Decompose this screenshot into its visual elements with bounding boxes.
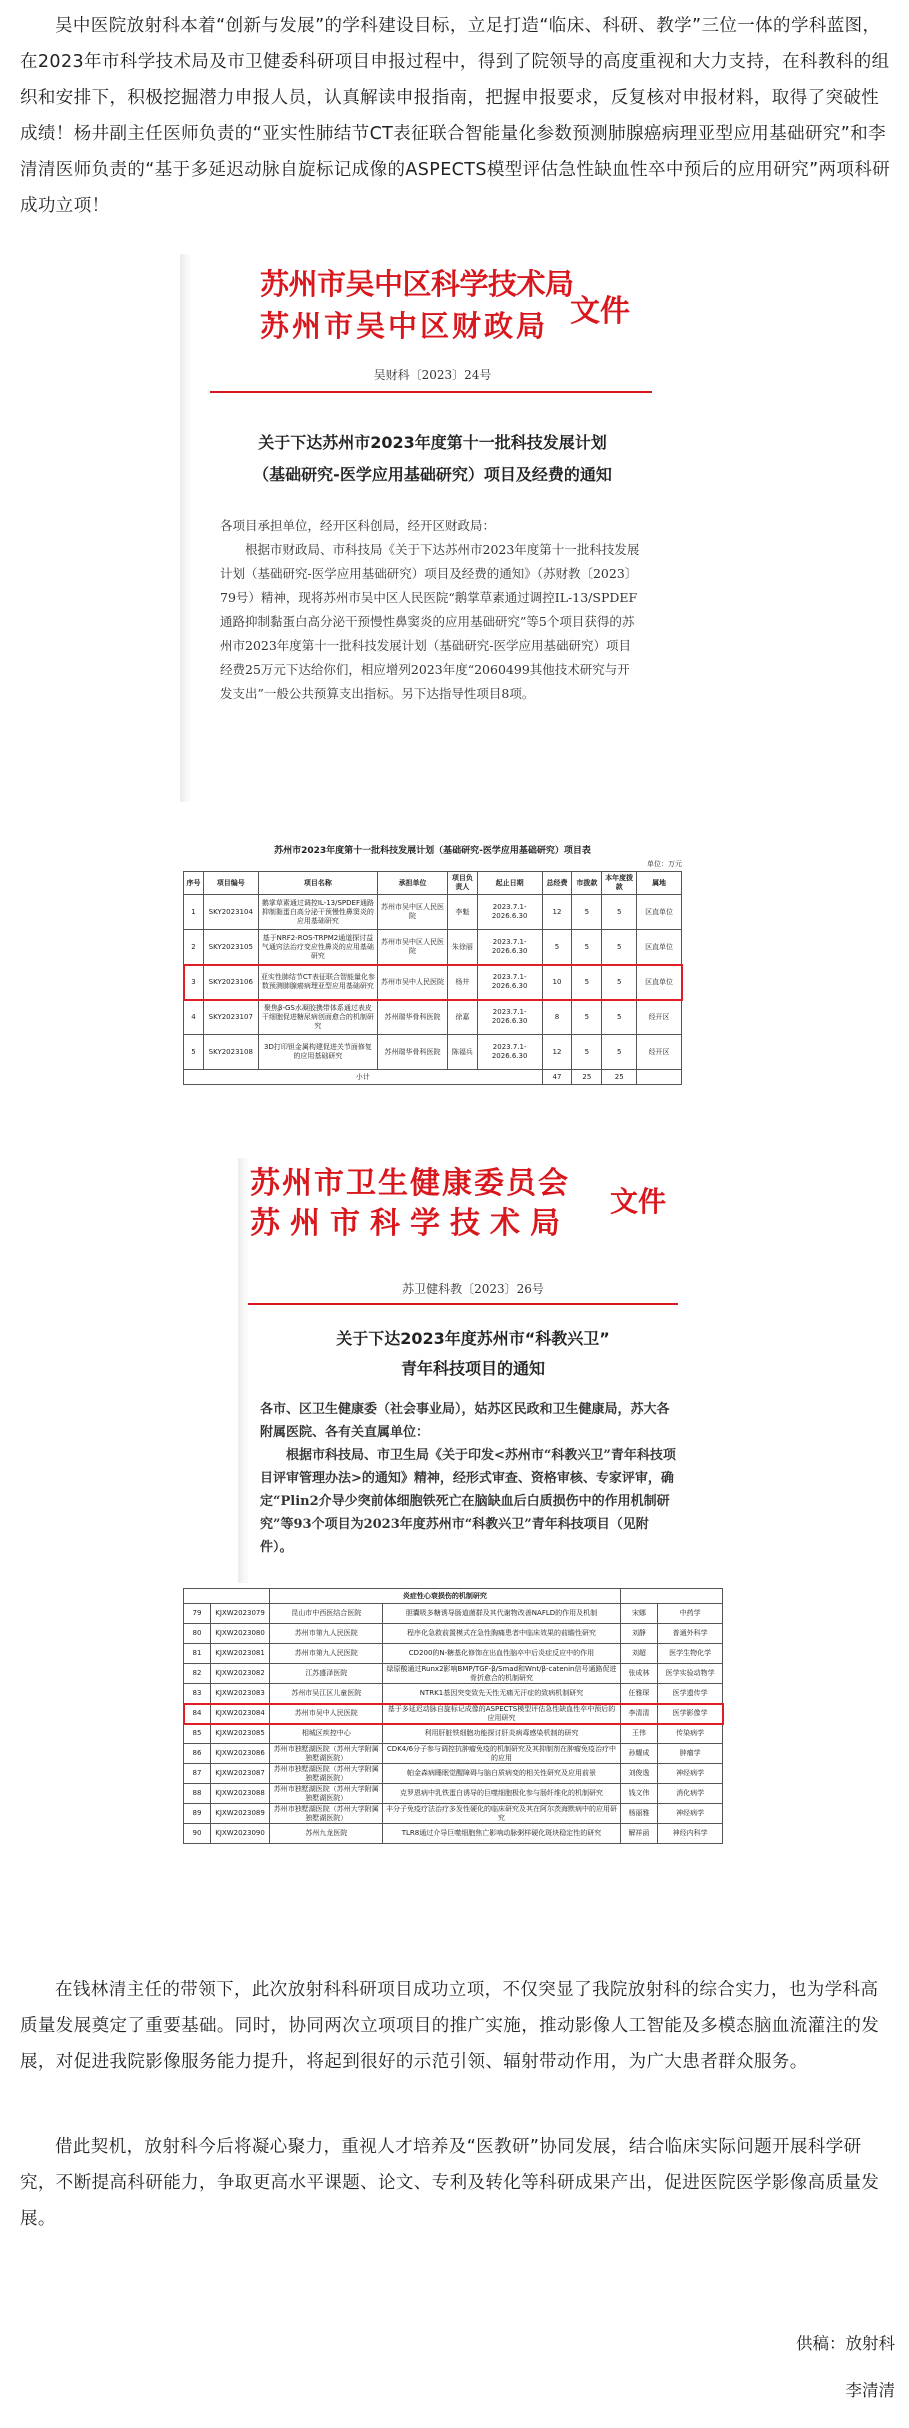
- cell: 82: [184, 1664, 211, 1684]
- cell: 12: [542, 1035, 572, 1070]
- cell: 帕金森病睡眠觉醒障碍与脑白质病变的相关性研究及应用前景: [383, 1764, 620, 1784]
- cell: 苏州市独墅湖医院（苏州大学附属独墅湖医院）: [270, 1784, 383, 1804]
- col-header: 总经费: [542, 872, 572, 895]
- cell: 传染病学: [658, 1724, 723, 1744]
- table1: [183, 871, 682, 1085]
- cell: 钱文伟: [620, 1784, 658, 1804]
- cell: SKY2023104: [203, 895, 258, 930]
- cell: CD200的N-糖基化修饰在出血性脑卒中后炎症反应中的作用: [383, 1644, 620, 1664]
- cell: 丰分子免疫疗法治疗多发性硬化的临床研究及其在阿尔茨海默病中的应用研究: [383, 1804, 620, 1824]
- cell: 81: [184, 1644, 211, 1664]
- cell: 5: [572, 930, 602, 965]
- cell: KJXW2023079: [210, 1604, 269, 1624]
- table-row: [184, 1724, 723, 1744]
- doc2-file-mark: 文件: [610, 1185, 667, 1218]
- cell: 5: [602, 930, 637, 965]
- cell: 程序化急救前置模式在急性胸痛患者中临床效果的前瞻性研究: [383, 1624, 620, 1644]
- cell: 区直单位: [637, 895, 682, 930]
- cell: KJXW2023087: [210, 1764, 269, 1784]
- cell: NTRK1基因突变致先天性无痛无汗症的致病机制研究: [383, 1684, 620, 1704]
- district-project-table: [183, 843, 682, 1098]
- cell: 基于NRF2-ROS-TRPM2通道探讨益气通窍法治疗变应性鼻炎的应用基础研究: [258, 930, 378, 965]
- cell: KJXW2023084: [210, 1704, 269, 1724]
- city-project-table: [183, 1588, 723, 1961]
- intro-paragraph: 吴中医院放射科本着“创新与发展”的学科建设目标，立足打造“临床、科研、教学”三位一体的学科蓝图，在2023年市科学技术局及市卫健委科研项目申报过程中，得到了院领导的高度重视和大力支持，在科教科的组织和安排下，积极挖掘潜力申报人员，认真解读申报指南，把握申报要求，反复核对申报材料，取得了突破性成绩！杨井副主任医师负责的“亚实性肺结节CT表征联合智能量化参数预测肺腺癌病理亚型应用基础研究”和李清清医师负责的“基于多延迟动脉自旋标记成像的ASPECTS模型评估急性缺血性卒中预后的应用研究”两项科研成功立项！: [20, 16, 891, 216]
- col-header: 项目负责人: [447, 872, 477, 895]
- doc2-red-rule: [248, 1303, 678, 1305]
- cell: 85: [184, 1724, 211, 1744]
- col-header: 本年度拨款: [602, 872, 637, 895]
- cell: 任雅琛: [620, 1684, 658, 1704]
- table-row: [184, 1784, 723, 1804]
- cell: 昆山市中西医结合医院: [270, 1604, 383, 1624]
- table-row: [184, 1684, 723, 1704]
- cell: 经开区: [637, 1035, 682, 1070]
- cell: 5: [602, 895, 637, 930]
- cell: KJXW2023089: [210, 1804, 269, 1824]
- cell: 刘俊逸: [620, 1764, 658, 1784]
- cell: SKY2023106: [203, 965, 258, 1000]
- cell: 消化病学: [658, 1784, 723, 1804]
- table-row: [184, 1644, 723, 1664]
- cell: 区直单位: [637, 965, 682, 1000]
- table-total-row: [184, 1070, 682, 1085]
- cell: 刘超: [620, 1644, 658, 1664]
- doc2-title-1: 关于下达2023年度苏州市“科教兴卫”: [336, 1329, 610, 1348]
- cell: 苏州瑞华骨科医院: [378, 1035, 448, 1070]
- cell: CDK4/6分子参与调控抗肿瘤免疫的机制研究及其抑制剂在肿瘤免疫治疗中的应用: [383, 1744, 620, 1764]
- cell: 5: [602, 965, 637, 1000]
- table-row: [184, 1000, 682, 1035]
- cell: 1: [184, 895, 204, 930]
- cell: 基于多延迟动脉自旋标记成像的ASPECTS模型评估急性缺血性卒中预后的应用研究: [383, 1704, 620, 1724]
- table1-unit: 单位：万元: [647, 860, 682, 868]
- cell: 47: [542, 1070, 572, 1085]
- cell: 89: [184, 1804, 211, 1824]
- cell: 杨井: [447, 965, 477, 1000]
- doc1-issuer-2: 苏州市吴中区财政局: [260, 309, 549, 343]
- cell: 经开区: [637, 1000, 682, 1035]
- cell: 神经内科学: [658, 1824, 723, 1844]
- cell: 90: [184, 1824, 211, 1844]
- document-scan-city: [248, 1158, 698, 1583]
- table-row: [184, 1824, 723, 1844]
- cell: 4: [184, 1000, 204, 1035]
- cell: 79: [184, 1604, 211, 1624]
- table-row: [184, 1804, 723, 1824]
- cell: 10: [542, 965, 572, 1000]
- col-header: 项目编号: [203, 872, 258, 895]
- doc2-body-text: 根据市科技局、市卫生局《关于印发<苏州市“科教兴卫”青年科技项目评审管理办法>的通知》精神，经形式审查、资格审核、专家评审，确定“Plin2介导少突前体细胞铁死亡在脑缺血后白质损伤中的作用机制研究”等93个项目为2023年度苏州市“科教兴卫”青年科技项目（见附件）。: [260, 1448, 676, 1555]
- cell: KJXW2023080: [210, 1624, 269, 1644]
- col-header: 承担单位: [378, 872, 448, 895]
- cell: 鹅掌草素通过调控IL-13/SPDEF通路抑制黏蛋白高分泌干预慢性鼻窦炎的应用基础研究: [258, 895, 378, 930]
- cell: KJXW2023090: [210, 1824, 269, 1844]
- cell: 苏州市独墅湖医院（苏州大学附属独墅湖医院）: [270, 1804, 383, 1824]
- col-header: 项目名称: [258, 872, 378, 895]
- cell: KJXW2023086: [210, 1744, 269, 1764]
- total-label: 小计: [184, 1070, 543, 1085]
- cell: 5: [184, 1035, 204, 1070]
- cell: 苏州市吴中人民医院: [270, 1704, 383, 1724]
- cell: 神经病学: [658, 1764, 723, 1784]
- cell: 胆囊吸多糖诱导肠道菌群及其代谢物改善NAFLD的作用及机制: [383, 1604, 620, 1624]
- doc1-number: 吴财科〔2023〕24号: [373, 368, 492, 382]
- table2: [183, 1588, 723, 1844]
- cell: 2023.7.1-2026.6.30: [477, 895, 542, 930]
- doc1-file-mark: 文件: [570, 294, 630, 329]
- cell: 5: [572, 965, 602, 1000]
- cell: 张成林: [620, 1664, 658, 1684]
- cell: 苏州市吴中人民医院: [378, 965, 448, 1000]
- table-row-highlighted: [184, 965, 682, 1000]
- cell: 孙耀成: [620, 1744, 658, 1764]
- cell: 2023.7.1-2026.6.30: [477, 1000, 542, 1035]
- cell: 5: [572, 1035, 602, 1070]
- table1-header-row: [184, 872, 682, 895]
- table-row: [184, 930, 682, 965]
- cell: 医学遗传学: [658, 1684, 723, 1704]
- cell: KJXW2023082: [210, 1664, 269, 1684]
- cell: [184, 1589, 270, 1604]
- cell: 苏州市吴中区人民医院: [378, 930, 448, 965]
- table-row: [184, 895, 682, 930]
- cell: 徐嘉: [447, 1000, 477, 1035]
- doc1-issuer-1: 苏州市吴中区科学技术局: [260, 267, 574, 301]
- cell: 苏州九龙医院: [270, 1824, 383, 1844]
- doc1-body: [220, 514, 640, 706]
- cell: 朱徐丽: [447, 930, 477, 965]
- doc2-number: 苏卫健科教〔2023〕26号: [402, 1282, 544, 1296]
- cell: 医学影像学: [658, 1704, 723, 1724]
- cell: 2023.7.1-2026.6.30: [477, 965, 542, 1000]
- table-row: [184, 1035, 682, 1070]
- cell: 5: [572, 895, 602, 930]
- cell: 5: [572, 1000, 602, 1035]
- doc1-title-2: （基础研究-医学应用基础研究）项目及经费的通知: [253, 465, 612, 484]
- cell: 区直单位: [637, 930, 682, 965]
- cell: 江苏盛泽医院: [270, 1664, 383, 1684]
- cell: 5: [602, 1035, 637, 1070]
- cell: 绿原酸通过Runx2影响BMP/TGF-β/Smad和Wnt/β-catenin信号通路促进骨折愈合的机制研究: [383, 1664, 620, 1684]
- cell: 苏州市吴江区儿童医院: [270, 1684, 383, 1704]
- cell: 苏州市独墅湖医院（苏州大学附属独墅湖医院）: [270, 1764, 383, 1784]
- closing-paragraph-2: 借此契机，放射科今后将凝心聚力，重视人才培养及“医教研”协同发展，结合临床实际问题开展科学研究，不断提高科研能力，争取更高水平课题、论文、专利及转化等科研成果产出，促进医院医学影像高质量发展。: [20, 2137, 880, 2229]
- cell: 苏州市第九人民医院: [270, 1644, 383, 1664]
- cell: KJXW2023081: [210, 1644, 269, 1664]
- cell: 苏州市吴中区人民医院: [378, 895, 448, 930]
- cell: 苏州市第九人民医院: [270, 1624, 383, 1644]
- table-row: [184, 1624, 723, 1644]
- col-header: 属地: [637, 872, 682, 895]
- doc2-issuer-1: 苏州市卫生健康委员会: [250, 1166, 570, 1201]
- cell: 医学实验动物学: [658, 1664, 723, 1684]
- cell: [620, 1589, 722, 1604]
- cell: 神经病学: [658, 1804, 723, 1824]
- cell: KJXW2023083: [210, 1684, 269, 1704]
- col-header: 市拨款: [572, 872, 602, 895]
- table2-caption: 炎症性心衰损伤的机制研究: [270, 1589, 620, 1604]
- cell: SKY2023107: [203, 1000, 258, 1035]
- cell: 王伟: [620, 1724, 658, 1744]
- cell: 86: [184, 1744, 211, 1764]
- cell: 中药学: [658, 1604, 723, 1624]
- cell: 88: [184, 1784, 211, 1804]
- cell: SKY2023108: [203, 1035, 258, 1070]
- doc1-recipients: 各项目承担单位，经开区科创局，经开区财政局：: [220, 518, 496, 533]
- table-row: [184, 1744, 723, 1764]
- table-row: [184, 1764, 723, 1784]
- cell: 肿瘤学: [658, 1744, 723, 1764]
- cell: 杨丽雅: [620, 1804, 658, 1824]
- doc2-body: [260, 1398, 680, 1559]
- cell: KJXW2023088: [210, 1784, 269, 1804]
- article-source: 供稿：放射科: [796, 2334, 895, 2353]
- cell: 亚实性肺结节CT表征联合智能量化参数预测肺腺癌病理亚型应用基础研究: [258, 965, 378, 1000]
- cell: SKY2023105: [203, 930, 258, 965]
- cell: 2023.7.1-2026.6.30: [477, 1035, 542, 1070]
- cell: TLR8通过介导巨噬细胞焦亡影响动脉粥样硬化斑块稳定性的研究: [383, 1824, 620, 1844]
- cell: 解祥函: [620, 1824, 658, 1844]
- cell: [637, 1070, 682, 1085]
- document-scan-district: [190, 254, 675, 802]
- cell: 87: [184, 1764, 211, 1784]
- cell: 12: [542, 895, 572, 930]
- table1-caption: 苏州市2023年度第十一批科技发展计划（基础研究-医学应用基础研究）项目表: [274, 846, 591, 856]
- cell: 5: [602, 1000, 637, 1035]
- cell: 84: [184, 1704, 211, 1724]
- cell: 3: [184, 965, 204, 1000]
- cell: 25: [572, 1070, 602, 1085]
- col-header: 序号: [184, 872, 204, 895]
- cell: 李魁: [447, 895, 477, 930]
- table-row-highlighted: [184, 1704, 723, 1724]
- table2-caption-row: [184, 1589, 723, 1604]
- cell: 相城区疾控中心: [270, 1724, 383, 1744]
- doc2-title-2: 青年科技项目的通知: [400, 1359, 545, 1378]
- cell: 25: [602, 1070, 637, 1085]
- cell: 苏州市独墅湖医院（苏州大学附属独墅湖医院）: [270, 1744, 383, 1764]
- cell: 刘静: [620, 1624, 658, 1644]
- cell: 2: [184, 930, 204, 965]
- cell: 80: [184, 1624, 211, 1644]
- doc2-recipients: 各市、区卫生健康委（社会事业局），姑苏区民政和卫生健康局，苏大各附属医院、各有关直属单位：: [260, 1402, 670, 1440]
- article-author: 李清清: [845, 2381, 895, 2400]
- cell: 普通外科学: [658, 1624, 723, 1644]
- cell: 医学生物化学: [658, 1644, 723, 1664]
- col-header: 起止日期: [477, 872, 542, 895]
- cell: 陈福兵: [447, 1035, 477, 1070]
- cell: 李清清: [620, 1704, 658, 1724]
- cell: KJXW2023085: [210, 1724, 269, 1744]
- cell: 聚焦β-GS水凝胶携带体系通过表皮干细胞促进糖尿病创面愈合的机制研究: [258, 1000, 378, 1035]
- cell: 5: [542, 930, 572, 965]
- cell: 8: [542, 1000, 572, 1035]
- doc1-red-rule: [210, 391, 652, 393]
- cell: 3D打印钽金属构建促进关节面修复的应用基础研究: [258, 1035, 378, 1070]
- table-row: [184, 1604, 723, 1624]
- cell: 克罗恩病中乳铁蛋白诱导的巨噬细胞极化参与肠纤维化的机制研究: [383, 1784, 620, 1804]
- table-row: [184, 1664, 723, 1684]
- cell: 苏州瑞华骨科医院: [378, 1000, 448, 1035]
- closing-paragraph-1: 在钱林清主任的带领下，此次放射科科研项目成功立项，不仅突显了我院放射科的综合实力，也为学科高质量发展奠定了重要基础。同时，协同两次立项项目的推广实施，推动影像人工智能及多模态脑血流灌注的发展，对促进我院影像服务能力提升，将起到很好的示范引领、辐射带动作用，为广大患者群众服务。: [20, 1980, 880, 2072]
- doc1-body-text: 根据市财政局、市科技局《关于下达苏州市2023年度第十一批科技发展计划（基础研究-医学应用基础研究）项目及经费的通知》（苏财教〔2023〕79号）精神，现将苏州市吴中区人民医院“鹅掌草素通过调控IL-13/SPDEF通路抑制黏蛋白高分泌干预慢性鼻窦炎的应用基础研究”等5个项目获得的苏州市2023年度第十一批科技发展计划（基础研究-医学应用基础研究）项目经费25万元下达给你们，相应增列2023年度“2060499其他技术研究与开发支出”一般公共预算支出指标。另下达指导性项目8项。: [220, 542, 640, 701]
- cell: 2023.7.1-2026.6.30: [477, 930, 542, 965]
- cell: 83: [184, 1684, 211, 1704]
- cell: 利用肝脏铁细胞功能探讨肝炎病毒感染机制的研究: [383, 1724, 620, 1744]
- doc2-issuer-2: 苏州市科学技术局: [250, 1206, 570, 1241]
- doc1-title-1: 关于下达苏州市2023年度第十一批科技发展计划: [258, 433, 607, 452]
- cell: 宋娜: [620, 1604, 658, 1624]
